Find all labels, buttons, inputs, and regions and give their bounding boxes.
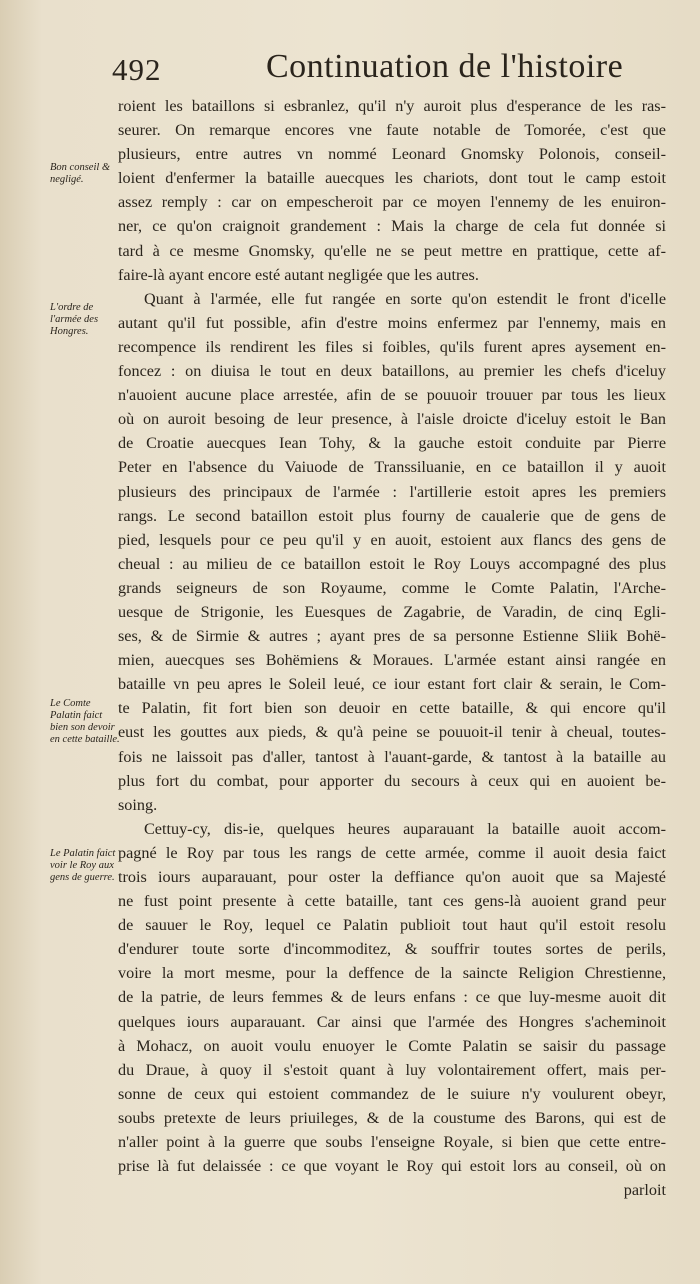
margin-note-bon-conseil: Bon conseil & negligé. — [50, 162, 111, 185]
margin-note-ordre-armee: L'ordre de l'armée des Hongres. — [50, 302, 99, 337]
text-line: voire la mort mesme, pour la deffence de la saincte Religion Chrestienne, — [118, 964, 666, 983]
text-line: prise là fut delaissée : ce que voyant le Roy qui estoit lors au conseil, où on — [118, 1157, 666, 1176]
page-header — [112, 48, 624, 98]
text-line: faire-là ayant encore esté autant negligée que les autres. — [118, 265, 479, 284]
text-line: soing. — [118, 795, 158, 814]
text-line: te Palatin, fit fort bien son deuoir en cette bataille, & qui encore qu'il — [118, 699, 666, 718]
text-line: roient les bataillons si esbranlez, qu'il n'y auroit plus d'esperance de les ras- — [118, 97, 666, 115]
text-line: ner, ce qu'on craignoit grandement : Mais la charge de cela fut donnée si — [118, 217, 666, 236]
text-line: trois iours auparauant, pour oster la deffiance qu'on auoit que sa Majesté — [118, 868, 666, 886]
text-line: de la patrie, de leurs femmes & de leurs enfans : ce que luy-mesme auoit dit — [118, 988, 666, 1007]
text-line: où on auroit besoing de leur presence, à l'aisle droicte d'iceluy estoit le Ban — [118, 410, 666, 429]
text-line: ne fust point presente à cette bataille, tant ces gens-là auoient grand peur — [118, 892, 666, 911]
text-line: plusieurs, entre autres vn nommé Leonard Gnomsky Polonois, conseil- — [118, 145, 666, 164]
text-line: pied, lesquels pour ce peu qu'il y en auoit, estoient aux flancs des gens de — [118, 530, 666, 549]
text-line: recompence ils rendirent les files si foibles, qu'ils furent apres aysement en- — [118, 337, 666, 356]
margin-note-palatin-roy: Le Palatin faict voir le Roy aux gens de guerre. — [50, 848, 116, 883]
text-line: assez remply : car on empescheroit par ce moyen l'ennemy de les enuiron- — [118, 193, 666, 212]
text-line: du Draue, à quoy il s'estoit quant à luy volontairement offert, mais per- — [118, 1060, 666, 1079]
text-line: loient d'enfermer la bataille auecques les chariots, dont tout le camp estoit — [118, 169, 666, 188]
text-line: de sauuer le Roy, lequel ce Palatin publioit tout haut qu'il estoit resolu — [118, 916, 666, 935]
text-line: Cettuy-cy, dis-ie, quelques heures auparauant la bataille auoit accom- — [144, 819, 666, 838]
text-line: foncez : on diuisa le tout en deux bataillons, au premier les chefs d'iceluy — [118, 362, 666, 381]
text-line: à Mohacz, on auoit voulu enuoyer le Comte Palatin se saisir du passage — [118, 1036, 666, 1055]
text-line: mien, auecques ses Bohëmiens & Moraues. L'armée estant ainsi rangée en — [118, 651, 666, 670]
text-line: bataille vn peu apres le Soleil leué, ce iour estant fort clair & serain, le Com- — [118, 675, 666, 694]
text-line: eust les gouttes aux pieds, & qu'à peine se pouuoit-il tenir à cheual, toutes- — [118, 723, 666, 742]
text-line: de Croatie auecques Iean Tohy, & la gauche estoit conduite par Pierre — [118, 434, 666, 453]
text-line: sonne de ceux qui estoient commandez de le suiure n'y voulurent obeyr, — [118, 1084, 666, 1103]
catchword: parloit — [623, 1181, 666, 1200]
text-line: Quant à l'armée, elle fut rangée en sorte qu'on estendit le front d'icelle — [144, 289, 666, 308]
text-line: soubs pretexte de leurs priuileges, & de la coustume des Barons, qui est de — [118, 1108, 666, 1127]
text-line: autant qu'il fut possible, afin d'estre moins enfermez par l'ennemy, mais en — [118, 313, 666, 332]
margin-note-comte-palatin: Le Comte Palatin faict bien son devoir en cette bataille. — [50, 698, 120, 745]
text-line: grands seigneurs de son Royaume, comme le Comte Palatin, l'Arche- — [118, 578, 666, 597]
body-text — [118, 94, 666, 1202]
page-number: 492 — [112, 52, 162, 87]
text-line: Peter en l'absence du Vaiuode de Transsiluanie, en ce bataillon il y auoit — [118, 458, 666, 477]
text-line: uesque de Strigonie, les Euesques de Zagabrie, de Varadin, de cinq Egli- — [118, 602, 666, 621]
running-head: Continuation de l'histoire — [266, 48, 624, 85]
text-line: plus fort du combat, pour apporter du secours à ceux qui en auoient be- — [118, 771, 666, 790]
text-line: ses, & de Sirmie & autres ; ayant pres de sa personne Estienne Sliik Bohë- — [118, 627, 666, 646]
text-line: pagné le Roy par tous les rangs de cette armée, comme il auoit desia faict — [118, 843, 666, 862]
text-line: d'endurer toute sorte d'incommoditez, & souffrir toutes sortes de perils, — [118, 940, 666, 959]
text-line: n'aller point à la guerre que soubs l'enseigne Royale, si bien que cette entre- — [118, 1133, 666, 1152]
text-line: seurer. On remarque encores vne faute notable de Tomorée, c'est que — [118, 121, 666, 140]
text-line: tard à ce mesme Gnomsky, qu'elle ne se peut mettre en prattique, cette af- — [118, 241, 666, 260]
text-line: quelques iours auparauant. Car ainsi que l'armée des Hongres s'acheminoit — [118, 1012, 666, 1031]
text-line: fois ne laissoit pas d'aller, tantost à l'auant-garde, & tantost à la bataille au — [118, 747, 666, 766]
text-line: cheual : au milieu de ce bataillon estoit le Roy Louys accompagné des plus — [118, 554, 666, 573]
text-line: plusieurs des principaux de l'armée : l'artillerie estoit apres les premiers — [118, 482, 666, 501]
text-line: n'auoient aucune place arrestée, afin de se pouuoir trouuer par tous les lieux — [118, 386, 666, 405]
text-line: rangs. Le second bataillon estoit plus fourny de caualerie que de gens de — [118, 506, 666, 525]
